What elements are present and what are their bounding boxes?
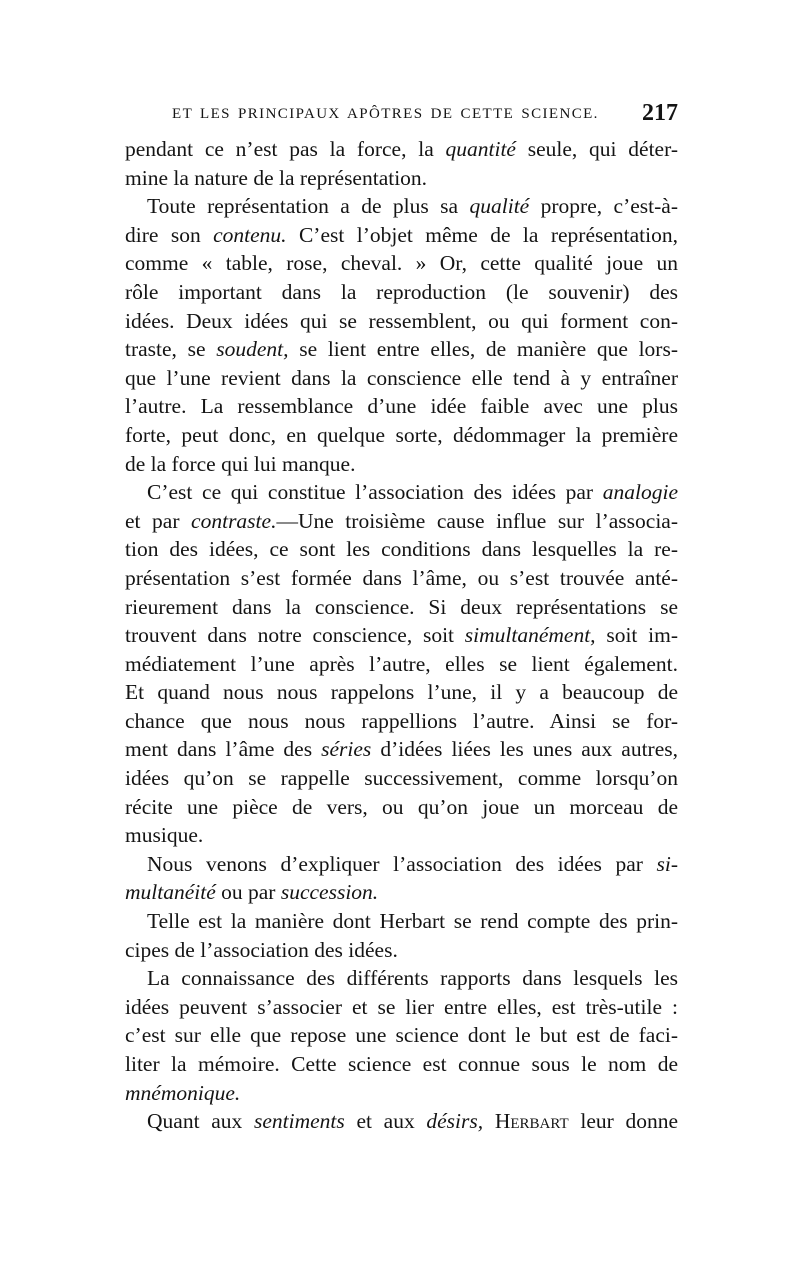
- text-line: [125, 593, 678, 622]
- italic-text: soudent,: [216, 337, 289, 362]
- page-number: 217: [642, 100, 678, 126]
- text-line: [125, 564, 678, 593]
- text-line: [125, 707, 678, 736]
- text-segment: [483, 1109, 495, 1133]
- text-line: [125, 392, 678, 421]
- text-segment: d’idées liées les unes aux autres,: [371, 737, 678, 762]
- italic-text: mnémonique.: [125, 1080, 241, 1105]
- text-segment: c’est sur elle que repose une science dont le but est de faci-: [125, 1023, 678, 1048]
- text-segment: présentation s’est formée dans l’âme, ou s’est trouvée anté-: [125, 565, 678, 590]
- text-segment: Telle est la manière dont Herbart se rend compte des prin-: [147, 909, 678, 934]
- text-segment: et aux: [344, 1109, 427, 1134]
- text-segment: dire son: [125, 222, 214, 247]
- text-line: [125, 793, 678, 822]
- text-line: [125, 936, 678, 965]
- text-segment: récite une pièce de vers, ou qu’on joue un morceau de: [125, 794, 678, 819]
- text-segment: rôle important dans la reproduction (le souvenir) des: [125, 279, 678, 304]
- italic-text: quantité: [445, 137, 516, 161]
- text-segment: soit im-: [595, 623, 679, 648]
- italic-text: analogie: [602, 480, 678, 505]
- text-segment: pendant ce n’est pas la force, la: [125, 137, 446, 161]
- italic-text: contenu.: [213, 222, 287, 247]
- text-segment: chance que nous nous rappellions l’autre. Ainsi se for-: [125, 708, 678, 733]
- text-line: [125, 678, 678, 707]
- text-segment: liter la mémoire. Cette science est connue sous le nom de: [125, 1052, 678, 1076]
- text-line: [125, 1107, 678, 1136]
- italic-text: contraste.: [191, 508, 277, 533]
- text-segment: idées qu’on se rappelle successivement, comme lorsqu’on: [125, 766, 678, 791]
- text-segment: La connaissance des différents rapports dans lesquels les: [147, 966, 678, 991]
- text-segment: trouvent dans notre conscience, soit: [125, 623, 465, 648]
- text-segment: musique.: [125, 823, 204, 848]
- text-segment: se lient entre elles, de manière que lors-: [288, 337, 678, 362]
- text-line: [125, 307, 678, 336]
- text-line: [125, 535, 678, 564]
- italic-text: désirs,: [426, 1109, 484, 1134]
- italic-text: simultanément,: [464, 623, 596, 648]
- italic-text: sentiments: [253, 1109, 345, 1134]
- text-segment: forte, peut donc, en quelque sorte, dédommager la première: [125, 422, 678, 447]
- text-line: [125, 278, 678, 307]
- text-segment: traste, se: [125, 337, 217, 362]
- running-title: ET LES PRINCIPAUX APÔTRES DE CETTE SCIENCE.: [172, 106, 599, 122]
- text-segment: rieurement dans la conscience. Si deux représentations se: [125, 594, 678, 619]
- italic-text: multanéité: [125, 880, 216, 905]
- text-line: [125, 221, 678, 250]
- text-line: [125, 450, 678, 479]
- text-line: [125, 1079, 678, 1108]
- text-segment: Quant aux: [147, 1109, 254, 1134]
- text-segment: propre, c’est-à-: [529, 194, 679, 219]
- text-segment: C’est ce qui constitue l’association des idées par: [147, 480, 603, 505]
- text-segment: cipes de l’association des idées.: [125, 937, 398, 962]
- running-header: [172, 100, 682, 130]
- text-segment: ment dans l’âme des: [125, 737, 322, 762]
- text-line: [125, 621, 678, 650]
- text-segment: Toute représentation a de plus sa: [147, 194, 470, 219]
- text-line: [125, 1050, 678, 1079]
- text-line: [125, 249, 678, 278]
- text-segment: de la force qui lui manque.: [125, 451, 356, 476]
- text-line: [125, 650, 678, 679]
- text-segment: comme « table, rose, cheval. » Or, cette qualité joue un: [125, 251, 678, 276]
- text-segment: Et quand nous nous rappelons l’une, il y a beaucoup de: [125, 680, 678, 705]
- body-text: [125, 135, 678, 1136]
- italic-text: séries: [321, 737, 372, 762]
- text-line: [125, 164, 678, 193]
- italic-text: qualité: [469, 194, 530, 219]
- text-line: [125, 335, 678, 364]
- text-segment: l’autre. La ressemblance d’une idée faible avec une plus: [125, 394, 678, 419]
- text-line: [125, 1021, 678, 1050]
- text-line: [125, 993, 678, 1022]
- text-line: [125, 878, 678, 907]
- text-line: [125, 821, 678, 850]
- text-segment: mine la nature de la représentation.: [125, 165, 428, 190]
- italic-text: succession.: [280, 880, 379, 905]
- italic-text: si-: [656, 851, 678, 876]
- text-segment: —Une troisième cause influe sur l’associa-: [276, 508, 679, 533]
- text-segment: que l’une revient dans la conscience elle tend à y entraîner: [125, 365, 678, 390]
- text-line: [125, 421, 678, 450]
- text-segment: médiatement l’une après l’autre, elles se lient également.: [125, 651, 678, 676]
- text-line: [125, 964, 678, 993]
- text-segment: idées peuvent s’associer et se lier entre elles, est très-utile :: [125, 994, 678, 1019]
- text-line: [125, 192, 678, 221]
- text-segment: Nous venons d’expliquer l’association des idées par: [147, 851, 657, 876]
- text-segment: leur donne: [568, 1109, 679, 1134]
- text-line: [125, 735, 678, 764]
- text-segment: idées. Deux idées qui se ressemblent, ou qui forment con-: [125, 308, 678, 333]
- text-line: [125, 507, 678, 536]
- text-segment: ou par: [215, 880, 281, 905]
- text-segment: seule, qui déter-: [515, 137, 678, 161]
- text-segment: et par: [125, 508, 192, 533]
- text-line: [125, 135, 678, 164]
- text-line: [125, 850, 678, 879]
- text-line: [125, 478, 678, 507]
- text-line: [125, 764, 678, 793]
- text-line: [125, 364, 678, 393]
- small-caps-text: Herbart: [494, 1109, 569, 1134]
- text-segment: tion des idées, ce sont les conditions dans lesquelles la re-: [125, 537, 678, 562]
- text-segment: C’est l’objet même de la représentation,: [286, 222, 678, 247]
- text-line: [125, 907, 678, 936]
